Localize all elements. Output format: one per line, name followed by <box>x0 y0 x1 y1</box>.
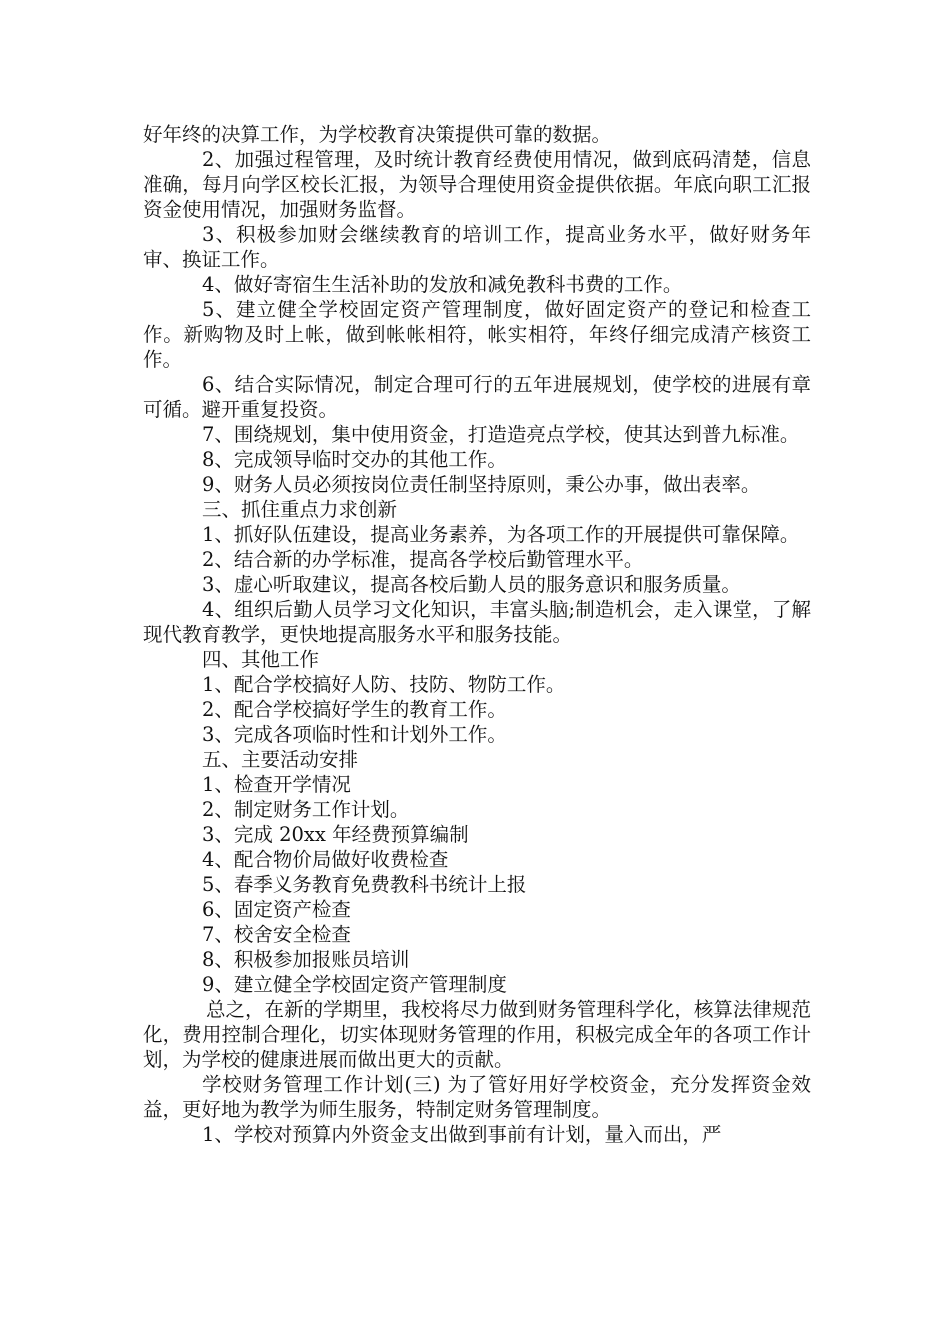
paragraph: 3、积极参加财会继续教育的培训工作，提高业务水平，做好财务年审、换证工作。 <box>143 223 811 271</box>
list-item: 7、校舍安全检查 <box>202 923 351 946</box>
paragraph: 3、虚心听取建议，提高各校后勤人员的服务意识和服务质量。 <box>202 573 741 596</box>
section-heading: 五、主要活动安排 <box>202 748 359 771</box>
list-item: 2、配合学校搞好学生的教育工作。 <box>202 698 507 721</box>
section-heading: 四、其他工作 <box>202 648 320 671</box>
paragraph: 5、建立健全学校固定资产管理制度，做好固定资产的登记和检查工作。新购物及时上帐，做到帐帐相符，帐实相符，年终仔细完成清产核资工作。 <box>143 298 811 371</box>
list-item: 9、建立健全学校固定资产管理制度 <box>202 973 507 996</box>
paragraph: 7、围绕规划，集中使用资金，打造造亮点学校，使其达到普九标准。 <box>202 423 800 446</box>
paragraph: 2、结合新的办学标准，提高各学校后勤管理水平。 <box>202 548 644 571</box>
list-item: 1、检查开学情况 <box>202 773 351 796</box>
list-item: 3、完成 20xx 年经费预算编制 <box>202 823 469 846</box>
paragraph: 1、抓好队伍建设，提高业务素养，为各项工作的开展提供可靠保障。 <box>202 523 800 546</box>
list-item: 4、配合物价局做好收费检查 <box>202 848 449 871</box>
list-item: 6、固定资产检查 <box>202 898 351 921</box>
paragraph: 学校财务管理工作计划(三) 为了管好用好学校资金，充分发挥资金效益，更好地为教学为师生服务，特制定财务管理制度。 <box>143 1073 811 1121</box>
paragraph: 总之，在新的学期里，我校将尽力做到财务管理科学化，核算法律规范化，费用控制合理化，切实体现财务管理的作用，积极完成全年的各项工作计划，为学校的健康进展而做出更大的贡献。 <box>143 998 811 1071</box>
paragraph: 好年终的决算工作，为学校教育决策提供可靠的数据。 <box>143 123 612 146</box>
section-heading: 三、抓住重点力求创新 <box>202 498 398 521</box>
list-item: 3、完成各项临时性和计划外工作。 <box>202 723 507 746</box>
list-item: 5、春季义务教育免费教科书统计上报 <box>202 873 527 896</box>
paragraph: 8、完成领导临时交办的其他工作。 <box>202 448 507 471</box>
paragraph: 9、财务人员必须按岗位责任制坚持原则，秉公办事，做出表率。 <box>202 473 761 496</box>
paragraph: 6、结合实际情况，制定合理可行的五年进展规划，使学校的进展有章可循。避开重复投资。 <box>143 373 811 421</box>
list-item: 8、积极参加报账员培训 <box>202 948 410 971</box>
paragraph: 1、学校对预算内外资金支出做到事前有计划，量入而出，严 <box>202 1123 722 1146</box>
paragraph: 4、做好寄宿生生活补助的发放和减免教科书费的工作。 <box>202 273 683 296</box>
paragraph: 2、加强过程管理，及时统计教育经费使用情况，做到底码清楚，信息准确，每月向学区校长汇报，为领导合理使用资金提供依据。年底向职工汇报资金使用情况，加强财务监督。 <box>143 148 811 221</box>
list-item: 2、制定财务工作计划。 <box>202 798 410 821</box>
list-item: 1、配合学校搞好人防、技防、物防工作。 <box>202 673 566 696</box>
document-body <box>143 122 811 1147</box>
paragraph: 4、组织后勤人员学习文化知识，丰富头脑;制造机会，走入课堂，了解现代教育教学，更快地提高服务水平和服务技能。 <box>143 598 811 646</box>
